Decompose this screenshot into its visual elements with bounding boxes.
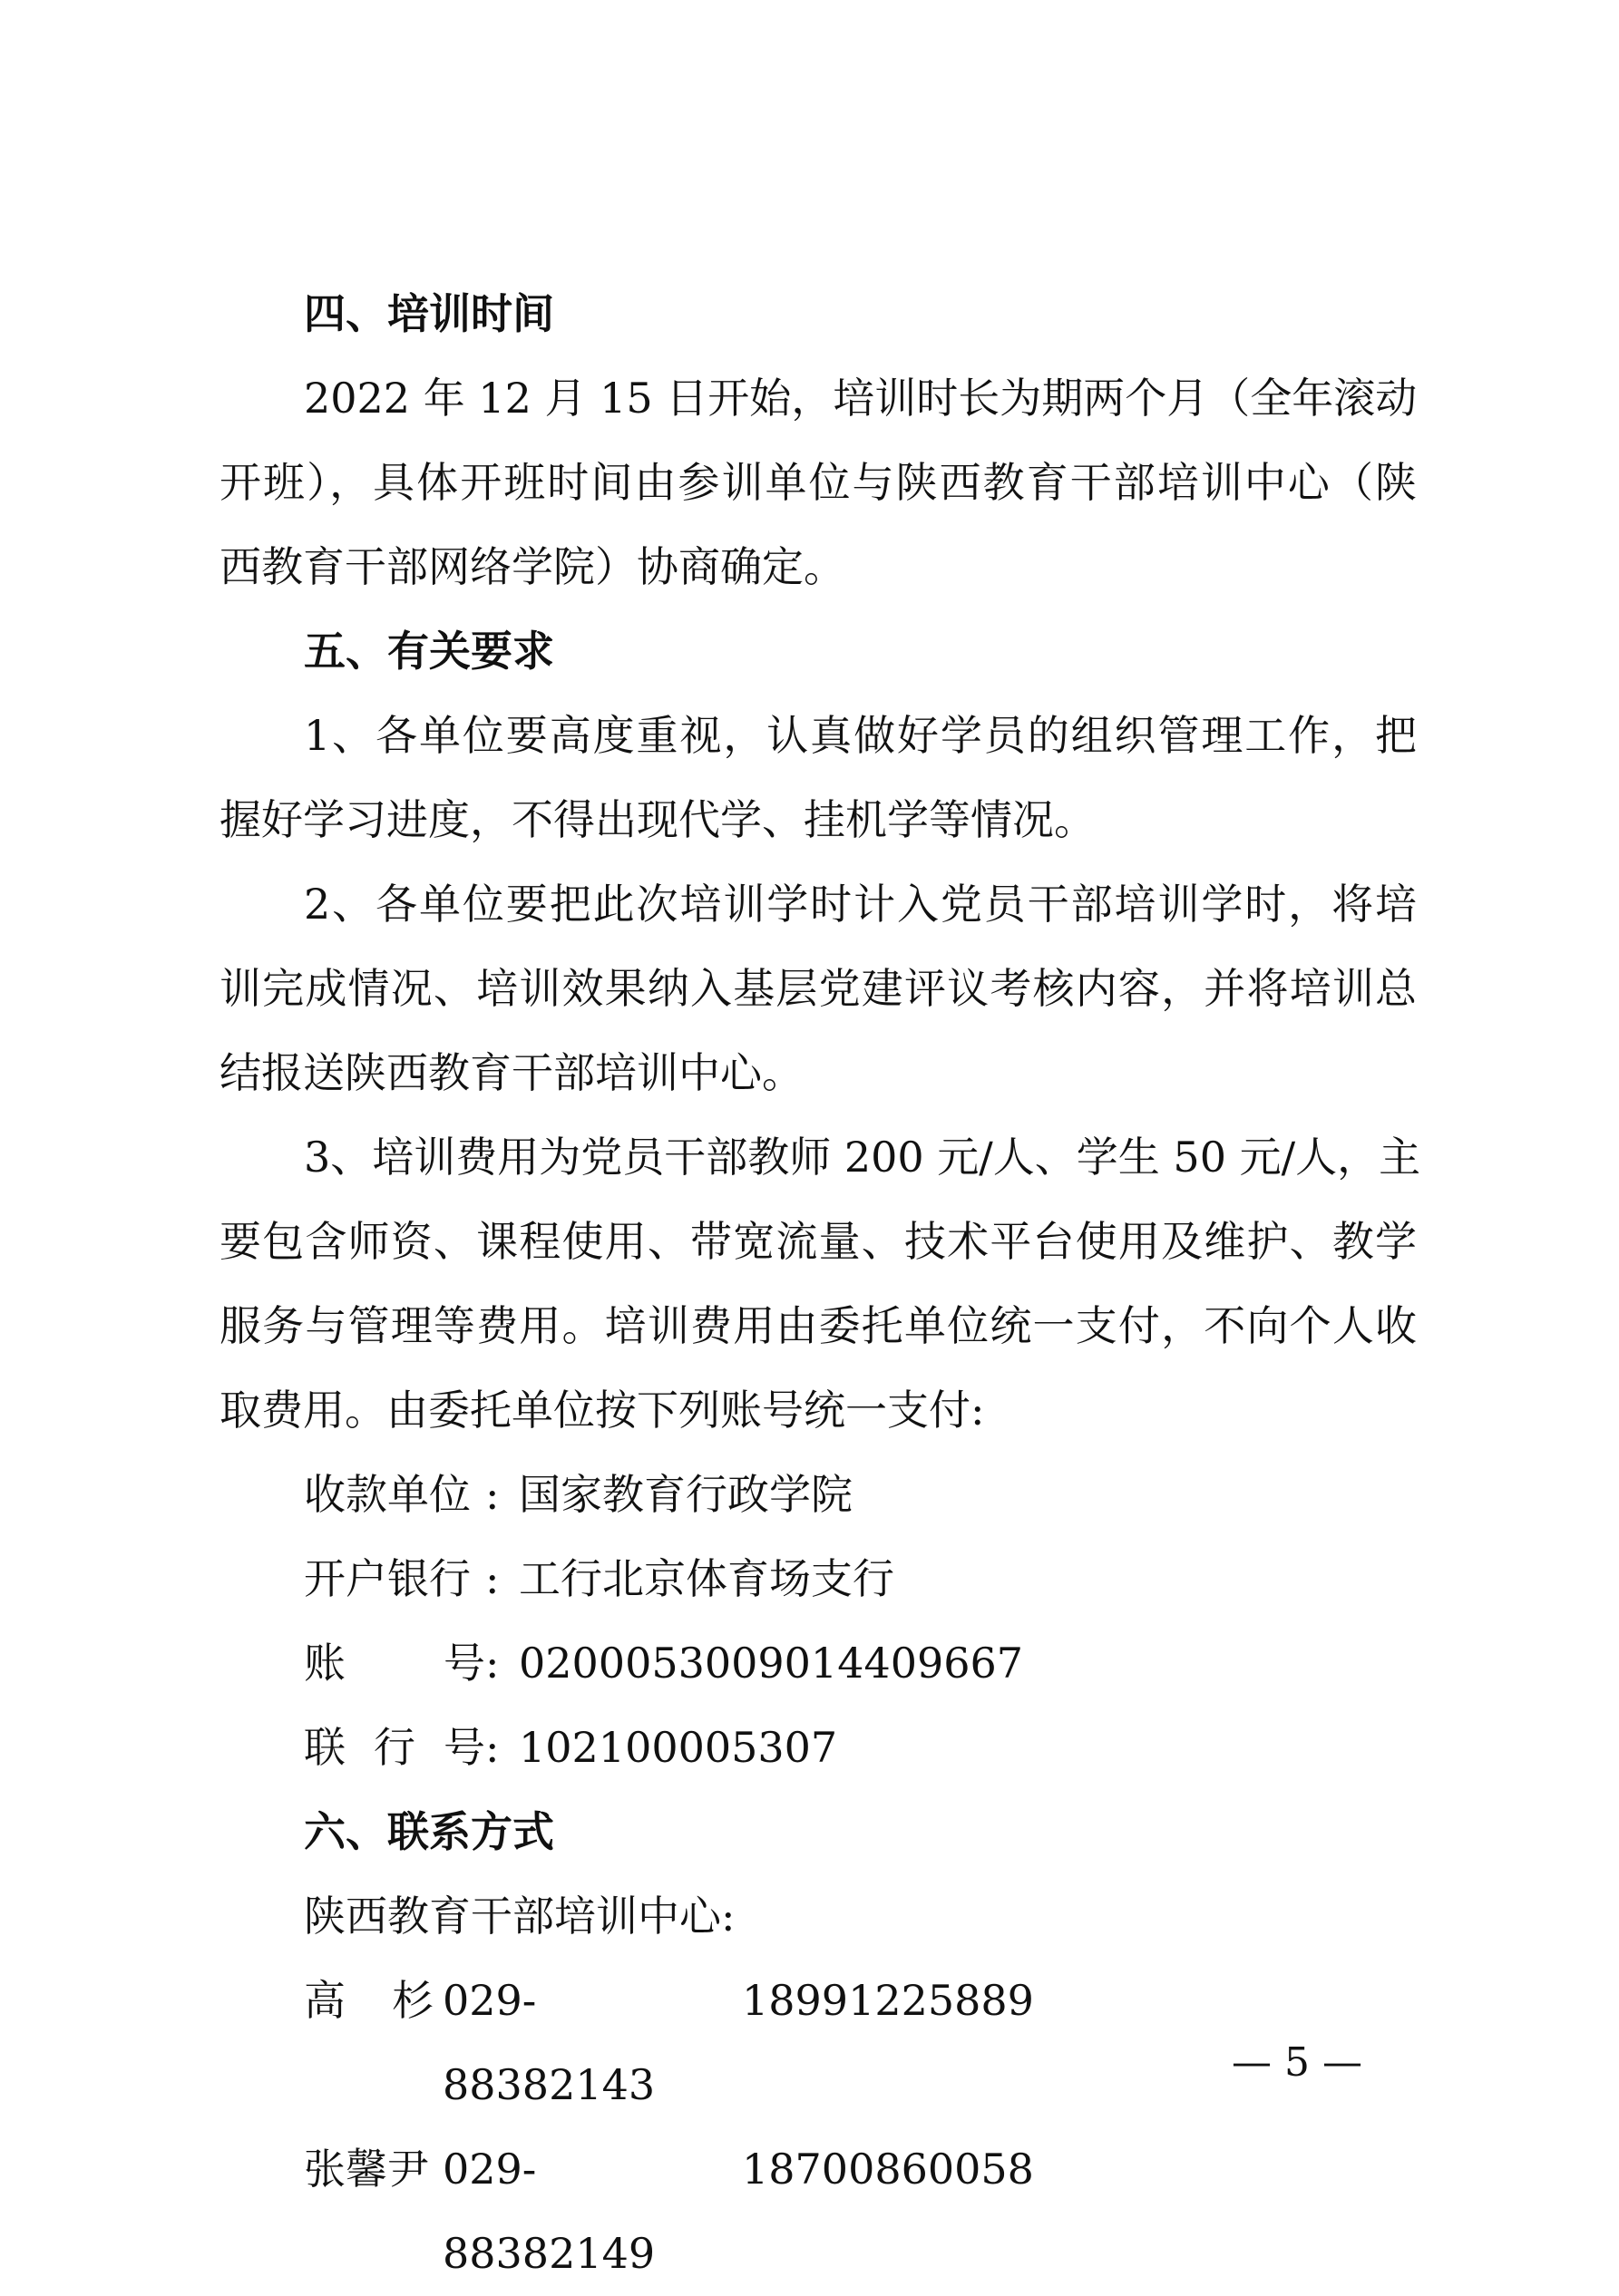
- payee-label: 收款单位: [304, 1470, 471, 1519]
- section-heading-contact: 六、联系方式: [304, 1807, 554, 1856]
- page-number: — 5 —: [1232, 2039, 1362, 2086]
- paragraph-line: 结报送陕西教育干部培训中心。: [219, 1048, 804, 1097]
- paragraph-line: 服务与管理等费用。培训费用由委托单位统一支付，不向个人收: [219, 1301, 1417, 1350]
- document-body: [219, 272, 1421, 2296]
- routing-row: [219, 1706, 1417, 1790]
- colon: :: [485, 1723, 500, 1772]
- paragraph-line: 3、培训费用为党员干部教师 200 元/人、学生 50 元/人，主: [304, 1133, 1421, 1182]
- contact-phone: 029-88382149: [443, 2145, 656, 2278]
- paragraph-line: 2022 年 12 月 15 日开始，培训时长为期两个月（全年滚动: [304, 374, 1418, 423]
- colon: :: [485, 1554, 500, 1603]
- account-label: 账号: [304, 1639, 485, 1688]
- contact-organization: 陕西教育干部培训中心:: [304, 1892, 736, 1941]
- contact-mobile: 18991225889: [742, 1976, 1034, 2025]
- paragraph-line: 2、各单位要把此次培训学时计入党员干部培训学时，将培: [304, 880, 1417, 929]
- colon: :: [485, 1470, 500, 1519]
- contact-row: [219, 2127, 1417, 2296]
- paragraph-line: 要包含师资、课程使用、带宽流量、技术平台使用及维护、教学: [219, 1217, 1417, 1266]
- paragraph-line: 开班），具体开班时间由参训单位与陕西教育干部培训中心（陕: [219, 458, 1417, 507]
- paragraph-line: 取费用。由委托单位按下列账号统一支付:: [219, 1386, 985, 1435]
- contact-name: 张馨尹: [304, 2145, 429, 2194]
- bank-label: 开户银行: [304, 1554, 471, 1603]
- paragraph-line: 握好学习进度，不得出现代学、挂机学等情况。: [219, 795, 1096, 844]
- routing-label: 联行号: [304, 1723, 485, 1772]
- bank-value: 工行北京体育场支行: [519, 1554, 894, 1603]
- colon: :: [485, 1639, 500, 1688]
- contact-mobile: 18700860058: [742, 2145, 1034, 2194]
- contact-phone: 029-88382143: [443, 1976, 656, 2109]
- paragraph-line: 1、各单位要高度重视，认真做好学员的组织管理工作，把: [304, 711, 1417, 760]
- account-value: 0200053009014409667: [519, 1639, 1024, 1688]
- payee-row: [219, 1453, 1417, 1537]
- contact-name: 高杉: [304, 1976, 434, 2025]
- section-heading-training-time: 四、培训时间: [304, 289, 554, 338]
- paragraph-line: 西教育干部网络学院）协商确定。: [219, 542, 845, 591]
- paragraph-line: 训完成情况、培训效果纳入基层党建评议考核内容，并将培训总: [219, 964, 1417, 1013]
- account-row: [219, 1621, 1417, 1706]
- payee-value: 国家教育行政学院: [519, 1470, 853, 1519]
- bank-row: [219, 1537, 1417, 1621]
- routing-value: 102100005307: [519, 1723, 838, 1772]
- section-heading-requirements: 五、有关要求: [304, 627, 554, 676]
